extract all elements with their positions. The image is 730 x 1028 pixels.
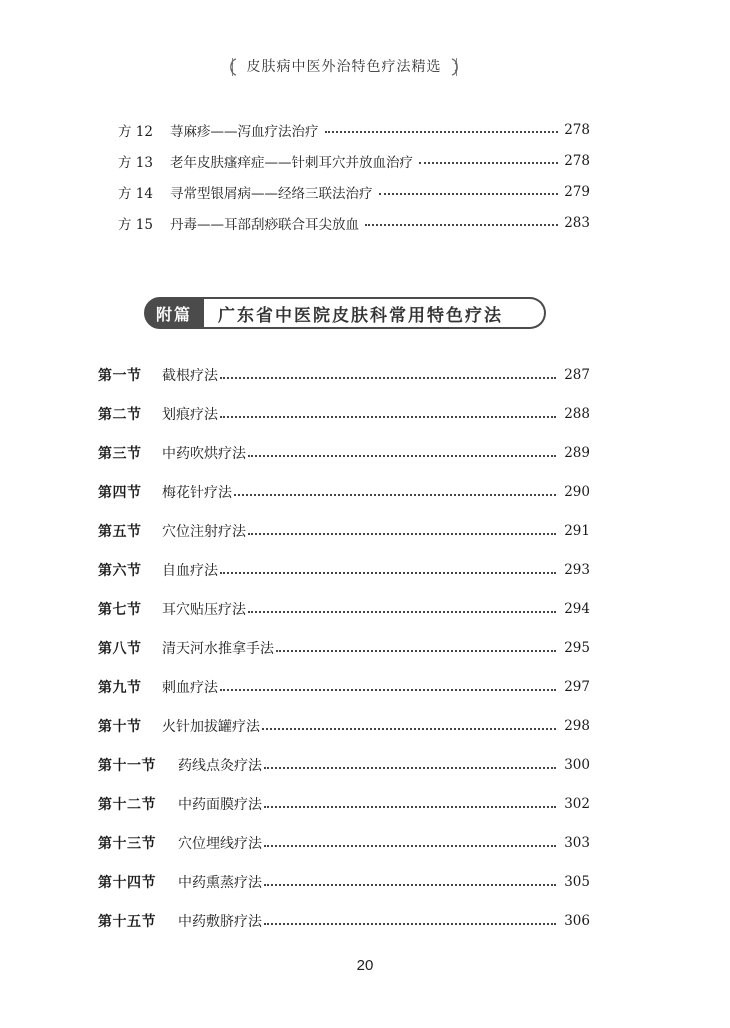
appendix-title: 广东省中医院皮肤科常用特色疗法: [208, 297, 546, 329]
toc-entry[interactable]: [98, 823, 590, 862]
toc-entry[interactable]: [98, 784, 590, 823]
appendix-banner: [144, 297, 546, 329]
entry-page: 283: [564, 214, 590, 231]
section-page: 289: [564, 444, 590, 461]
toc-entry[interactable]: [98, 511, 590, 550]
entry-number: 方 14: [118, 185, 153, 202]
section-page: 303: [564, 834, 590, 851]
section-number: 第十五节: [98, 913, 156, 930]
section-number: 第十节: [98, 718, 142, 735]
dot-leader: [220, 688, 556, 691]
section-number: 第五节: [98, 523, 142, 540]
running-header-title: 皮肤病中医外治特色疗法精选: [232, 58, 457, 76]
section-title: 中药敷脐疗法: [178, 913, 262, 930]
dot-leader: [276, 649, 556, 652]
entry-number: 方 13: [118, 154, 153, 171]
section-title: 清天河水推拿手法: [162, 640, 274, 657]
section-page: 295: [564, 639, 590, 656]
entry-title: 丹毒——耳部刮痧联合耳尖放血: [170, 216, 359, 233]
section-number: 第六节: [98, 562, 142, 579]
dot-leader: [220, 571, 556, 574]
entry-title: 寻常型银屑病——经络三联法治疗: [170, 185, 373, 202]
toc-entry[interactable]: [98, 394, 590, 433]
section-page: 294: [564, 600, 590, 617]
ornament-left-icon: [226, 58, 238, 76]
section-number: 第一节: [98, 367, 142, 384]
toc-entry[interactable]: [98, 355, 590, 394]
dot-leader: [248, 532, 556, 535]
section-title: 穴位注射疗法: [162, 523, 246, 540]
section-list: [98, 355, 590, 940]
toc-entry[interactable]: [98, 745, 590, 784]
page-number: 20: [356, 957, 374, 974]
dot-leader: [220, 376, 556, 379]
toc-entry[interactable]: [118, 114, 590, 145]
section-page: 300: [564, 756, 590, 773]
section-title: 中药吹烘疗法: [162, 445, 246, 462]
dot-leader: [325, 130, 559, 133]
fang-list: [118, 114, 590, 238]
toc-entry[interactable]: [118, 207, 590, 238]
dot-leader: [264, 922, 556, 925]
toc-entry[interactable]: [98, 706, 590, 745]
dot-leader: [220, 415, 556, 418]
section-page: 297: [564, 678, 590, 695]
dot-leader: [365, 223, 558, 226]
entry-page: 278: [564, 121, 590, 138]
section-number: 第四节: [98, 484, 142, 501]
section-title: 划痕疗法: [162, 406, 218, 423]
section-page: 288: [564, 405, 590, 422]
section-title: 穴位埋线疗法: [178, 835, 262, 852]
toc-entry[interactable]: [98, 589, 590, 628]
section-page: 306: [564, 912, 590, 929]
toc-entry[interactable]: [118, 145, 590, 176]
appendix-label: 附篇: [144, 297, 204, 329]
toc-entry[interactable]: [98, 628, 590, 667]
section-title: 刺血疗法: [162, 679, 218, 696]
toc-entry[interactable]: [98, 901, 590, 940]
dot-leader: [248, 610, 556, 613]
dot-leader: [264, 883, 556, 886]
entry-page: 278: [564, 152, 590, 169]
toc-entry[interactable]: [98, 862, 590, 901]
section-title: 中药面膜疗法: [178, 796, 262, 813]
section-number: 第三节: [98, 445, 142, 462]
section-title: 药线点灸疗法: [178, 757, 262, 774]
section-page: 290: [564, 483, 590, 500]
entry-title: 老年皮肤瘙痒症——针刺耳穴并放血治疗: [170, 154, 413, 171]
section-number: 第二节: [98, 406, 142, 423]
section-number: 第八节: [98, 640, 142, 657]
section-number: 第十一节: [98, 757, 156, 774]
section-title: 梅花针疗法: [162, 484, 232, 501]
dot-leader: [234, 493, 556, 496]
ornament-right-icon: [450, 58, 462, 76]
section-title: 自血疗法: [162, 562, 218, 579]
dot-leader: [262, 727, 556, 730]
entry-number: 方 15: [118, 216, 153, 233]
section-page: 287: [564, 366, 590, 383]
section-number: 第七节: [98, 601, 142, 618]
dot-leader: [264, 844, 556, 847]
section-page: 291: [564, 522, 590, 539]
toc-entry[interactable]: [118, 176, 590, 207]
section-page: 302: [564, 795, 590, 812]
section-number: 第十二节: [98, 796, 156, 813]
section-title: 中药熏蒸疗法: [178, 874, 262, 891]
entry-number: 方 12: [118, 123, 153, 140]
dot-leader: [264, 766, 556, 769]
section-title: 截根疗法: [162, 367, 218, 384]
toc-entry[interactable]: [98, 472, 590, 511]
dot-leader: [248, 454, 556, 457]
section-number: 第九节: [98, 679, 142, 696]
section-page: 298: [564, 717, 590, 734]
section-number: 第十四节: [98, 874, 156, 891]
entry-title: 荨麻疹——泻血疗法治疗: [170, 123, 319, 140]
running-header: [226, 56, 462, 78]
section-title: 火针加拔罐疗法: [162, 718, 260, 735]
dot-leader: [379, 192, 559, 195]
toc-entry[interactable]: [98, 550, 590, 589]
section-page: 293: [564, 561, 590, 578]
toc-entry[interactable]: [98, 667, 590, 706]
section-number: 第十三节: [98, 835, 156, 852]
entry-page: 279: [564, 183, 590, 200]
dot-leader: [264, 805, 556, 808]
toc-entry[interactable]: [98, 433, 590, 472]
dot-leader: [419, 161, 558, 164]
section-title: 耳穴贴压疗法: [162, 601, 246, 618]
section-page: 305: [564, 873, 590, 890]
